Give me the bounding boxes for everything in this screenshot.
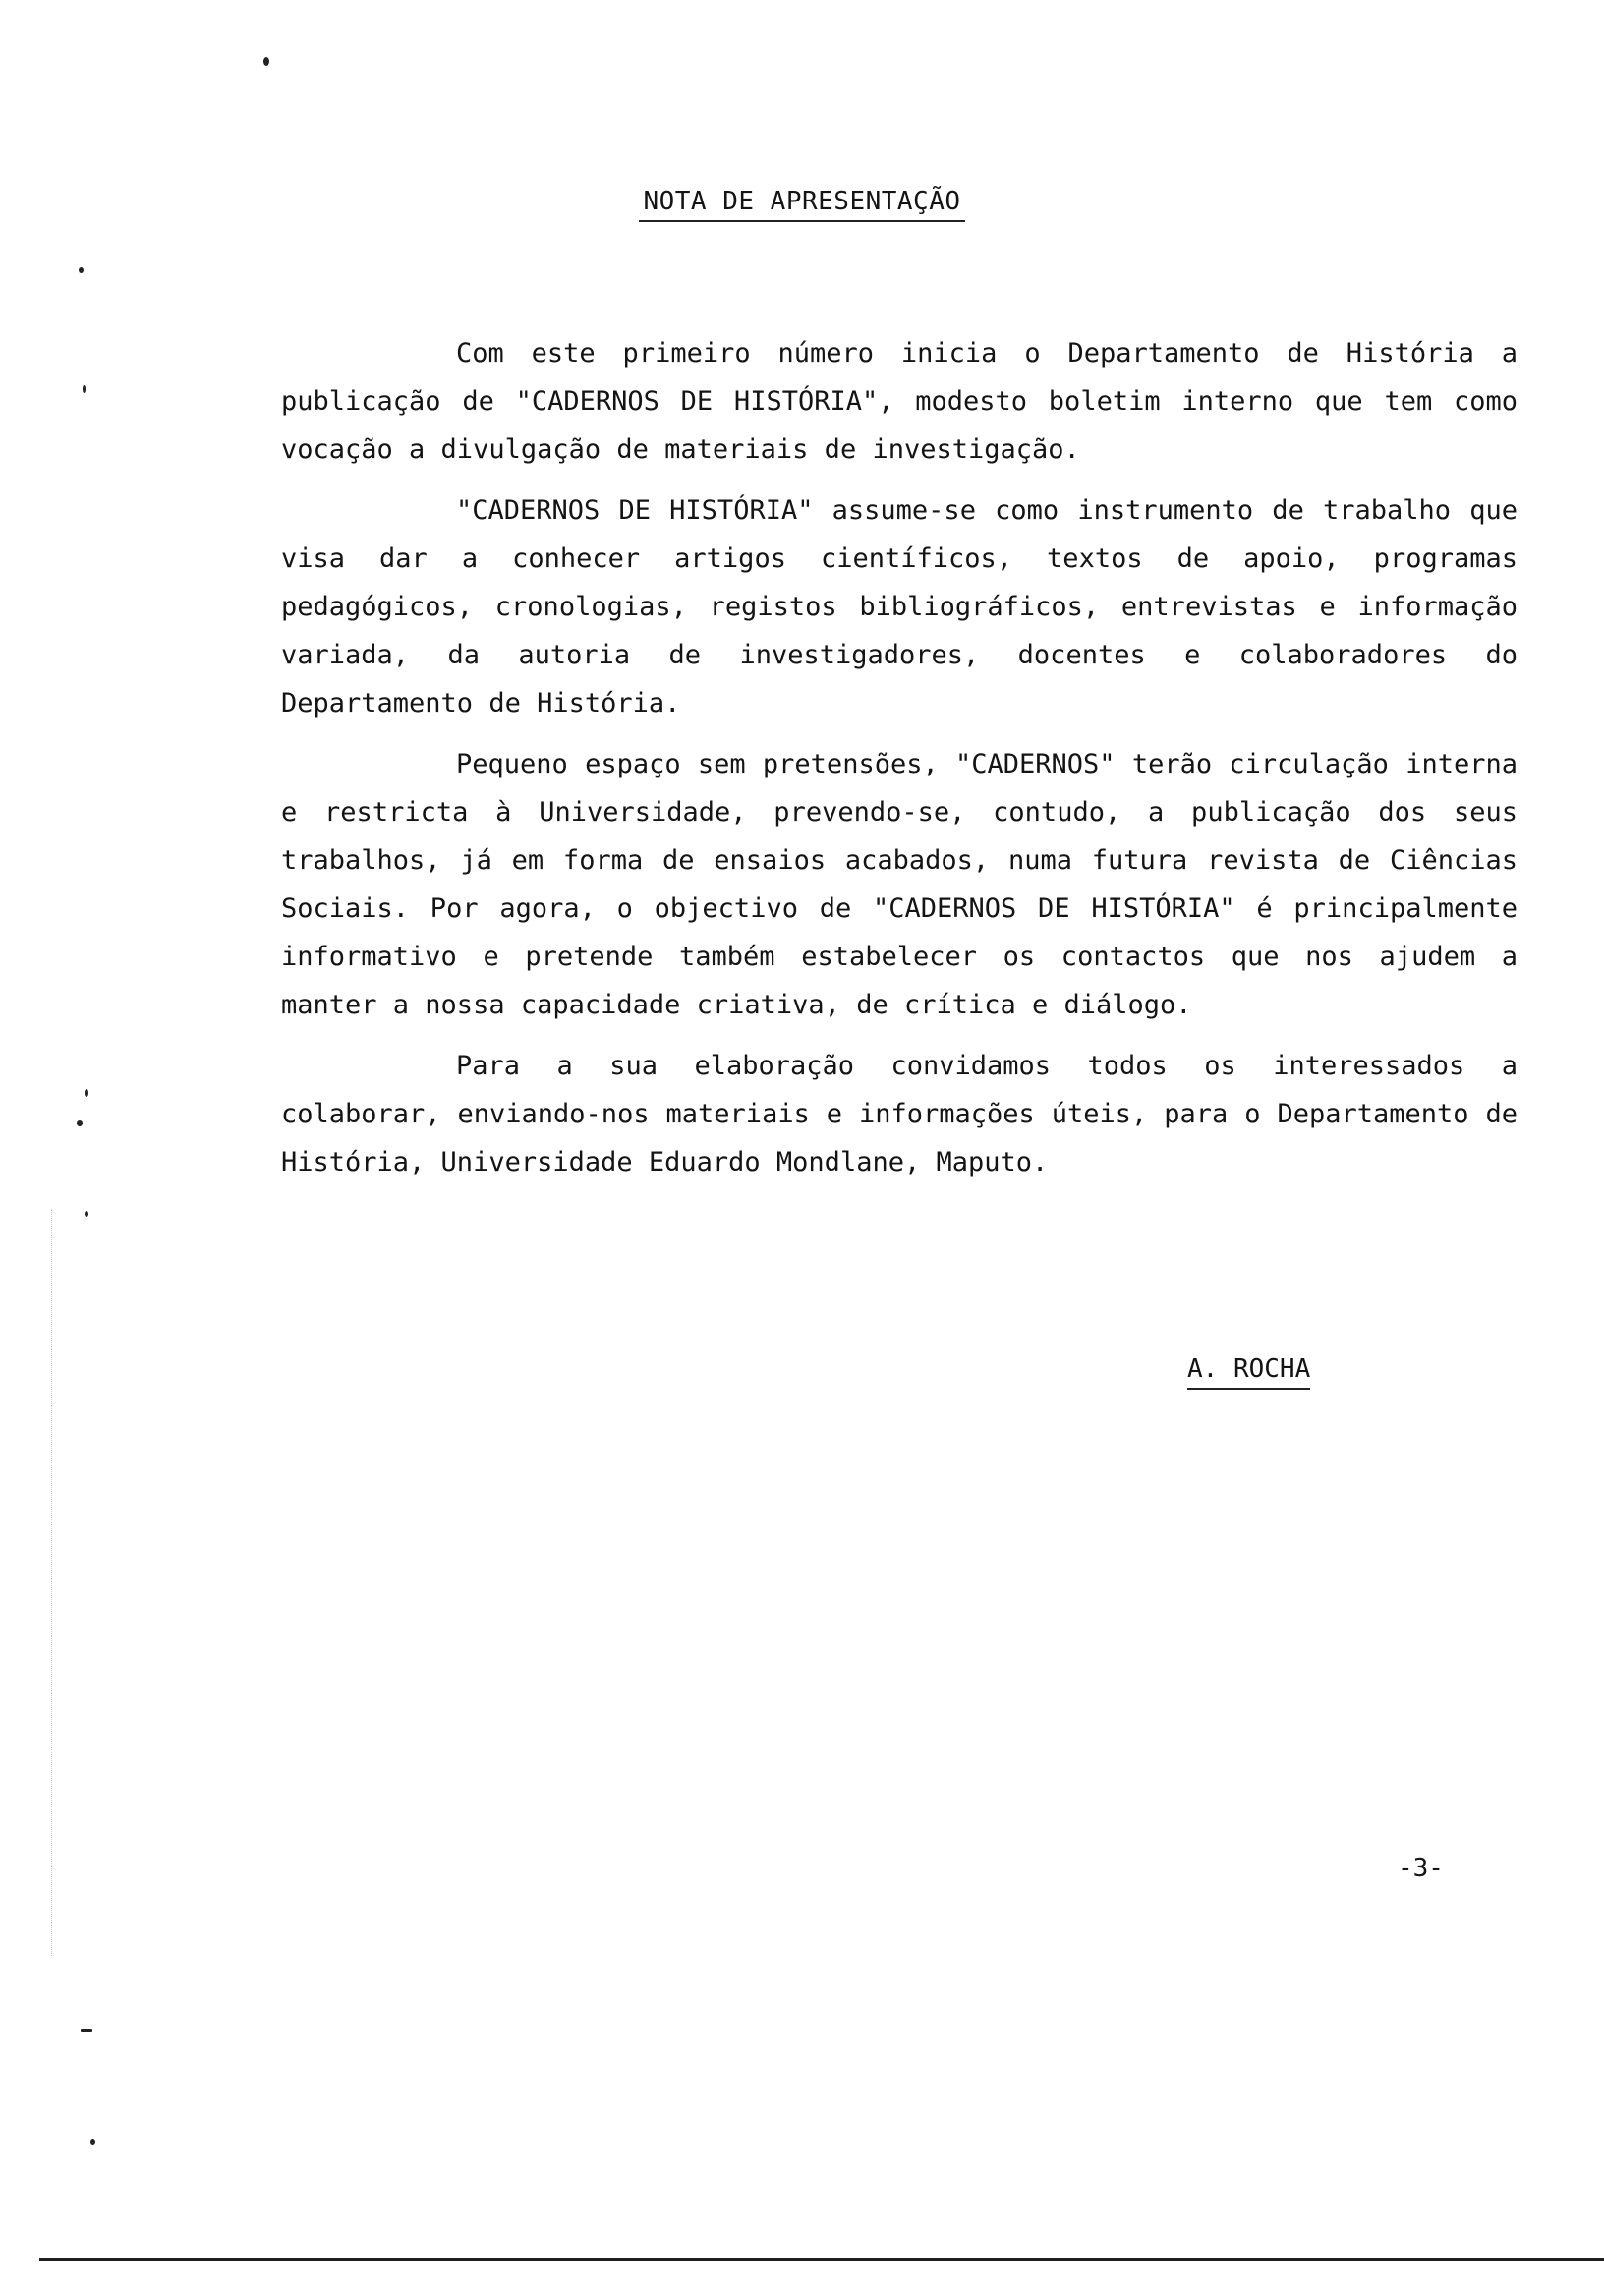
paragraph-3: Pequeno espaço sem pretensões, "CADERNOS" terão circulação interna e restricta à Universidade, prevendo-se, contudo, a publicação dos seus trabalhos, já em forma de ensaios acabados, numa futura revista de Ciências Sociais. Por agora, o objectivo de "CADERNOS DE HISTÓRIA" é principalmente informativo e pretende também estabelecer os contactos que nos ajudem a manter a nossa capacidade criativa, de crítica e diálogo. [281, 749, 1518, 1020]
document-title-block [0, 187, 1604, 222]
document-body [281, 329, 1518, 1199]
signature: A. ROCHA [1187, 1354, 1310, 1390]
document-title: NOTA DE APRESENTAÇÃO [639, 187, 964, 222]
paragraph-4: Para a sua elaboração convidamos todos os interessados a colaborar, enviando-nos materiais e informações úteis, para o Departamento de História, Universidade Eduardo Mondlane, Maputo. [281, 1051, 1518, 1177]
scan-speck [90, 2139, 95, 2145]
scan-speck [263, 57, 269, 66]
paragraph-1: Com este primeiro número inicia o Departamento de História a publicação de "CADERNOS DE HISTÓRIA", modesto boletim interno que tem como vocação a divulgação de materiais de investigação. [281, 338, 1518, 465]
bottom-rule [39, 2258, 1604, 2261]
scan-speck [83, 385, 86, 393]
margin-artifact [51, 1209, 54, 1956]
scan-speck [79, 267, 84, 273]
signature-block [1187, 1354, 1310, 1390]
scan-speck [85, 1089, 88, 1097]
page-number: -3- [1398, 1854, 1444, 1883]
paragraph-2: "CADERNOS DE HISTÓRIA" assume-se como instrumento de trabalho que visa dar a conhecer artigos científicos, textos de apoio, programas pedagógicos, cronologias, registos bibliográficos, entrevistas e informação variada, da autoria de investigadores, docentes e colaboradores do Departamento de História. [281, 495, 1518, 718]
scan-speck [77, 1120, 83, 1126]
scan-speck [85, 1211, 88, 1217]
scan-speck [81, 2029, 92, 2032]
